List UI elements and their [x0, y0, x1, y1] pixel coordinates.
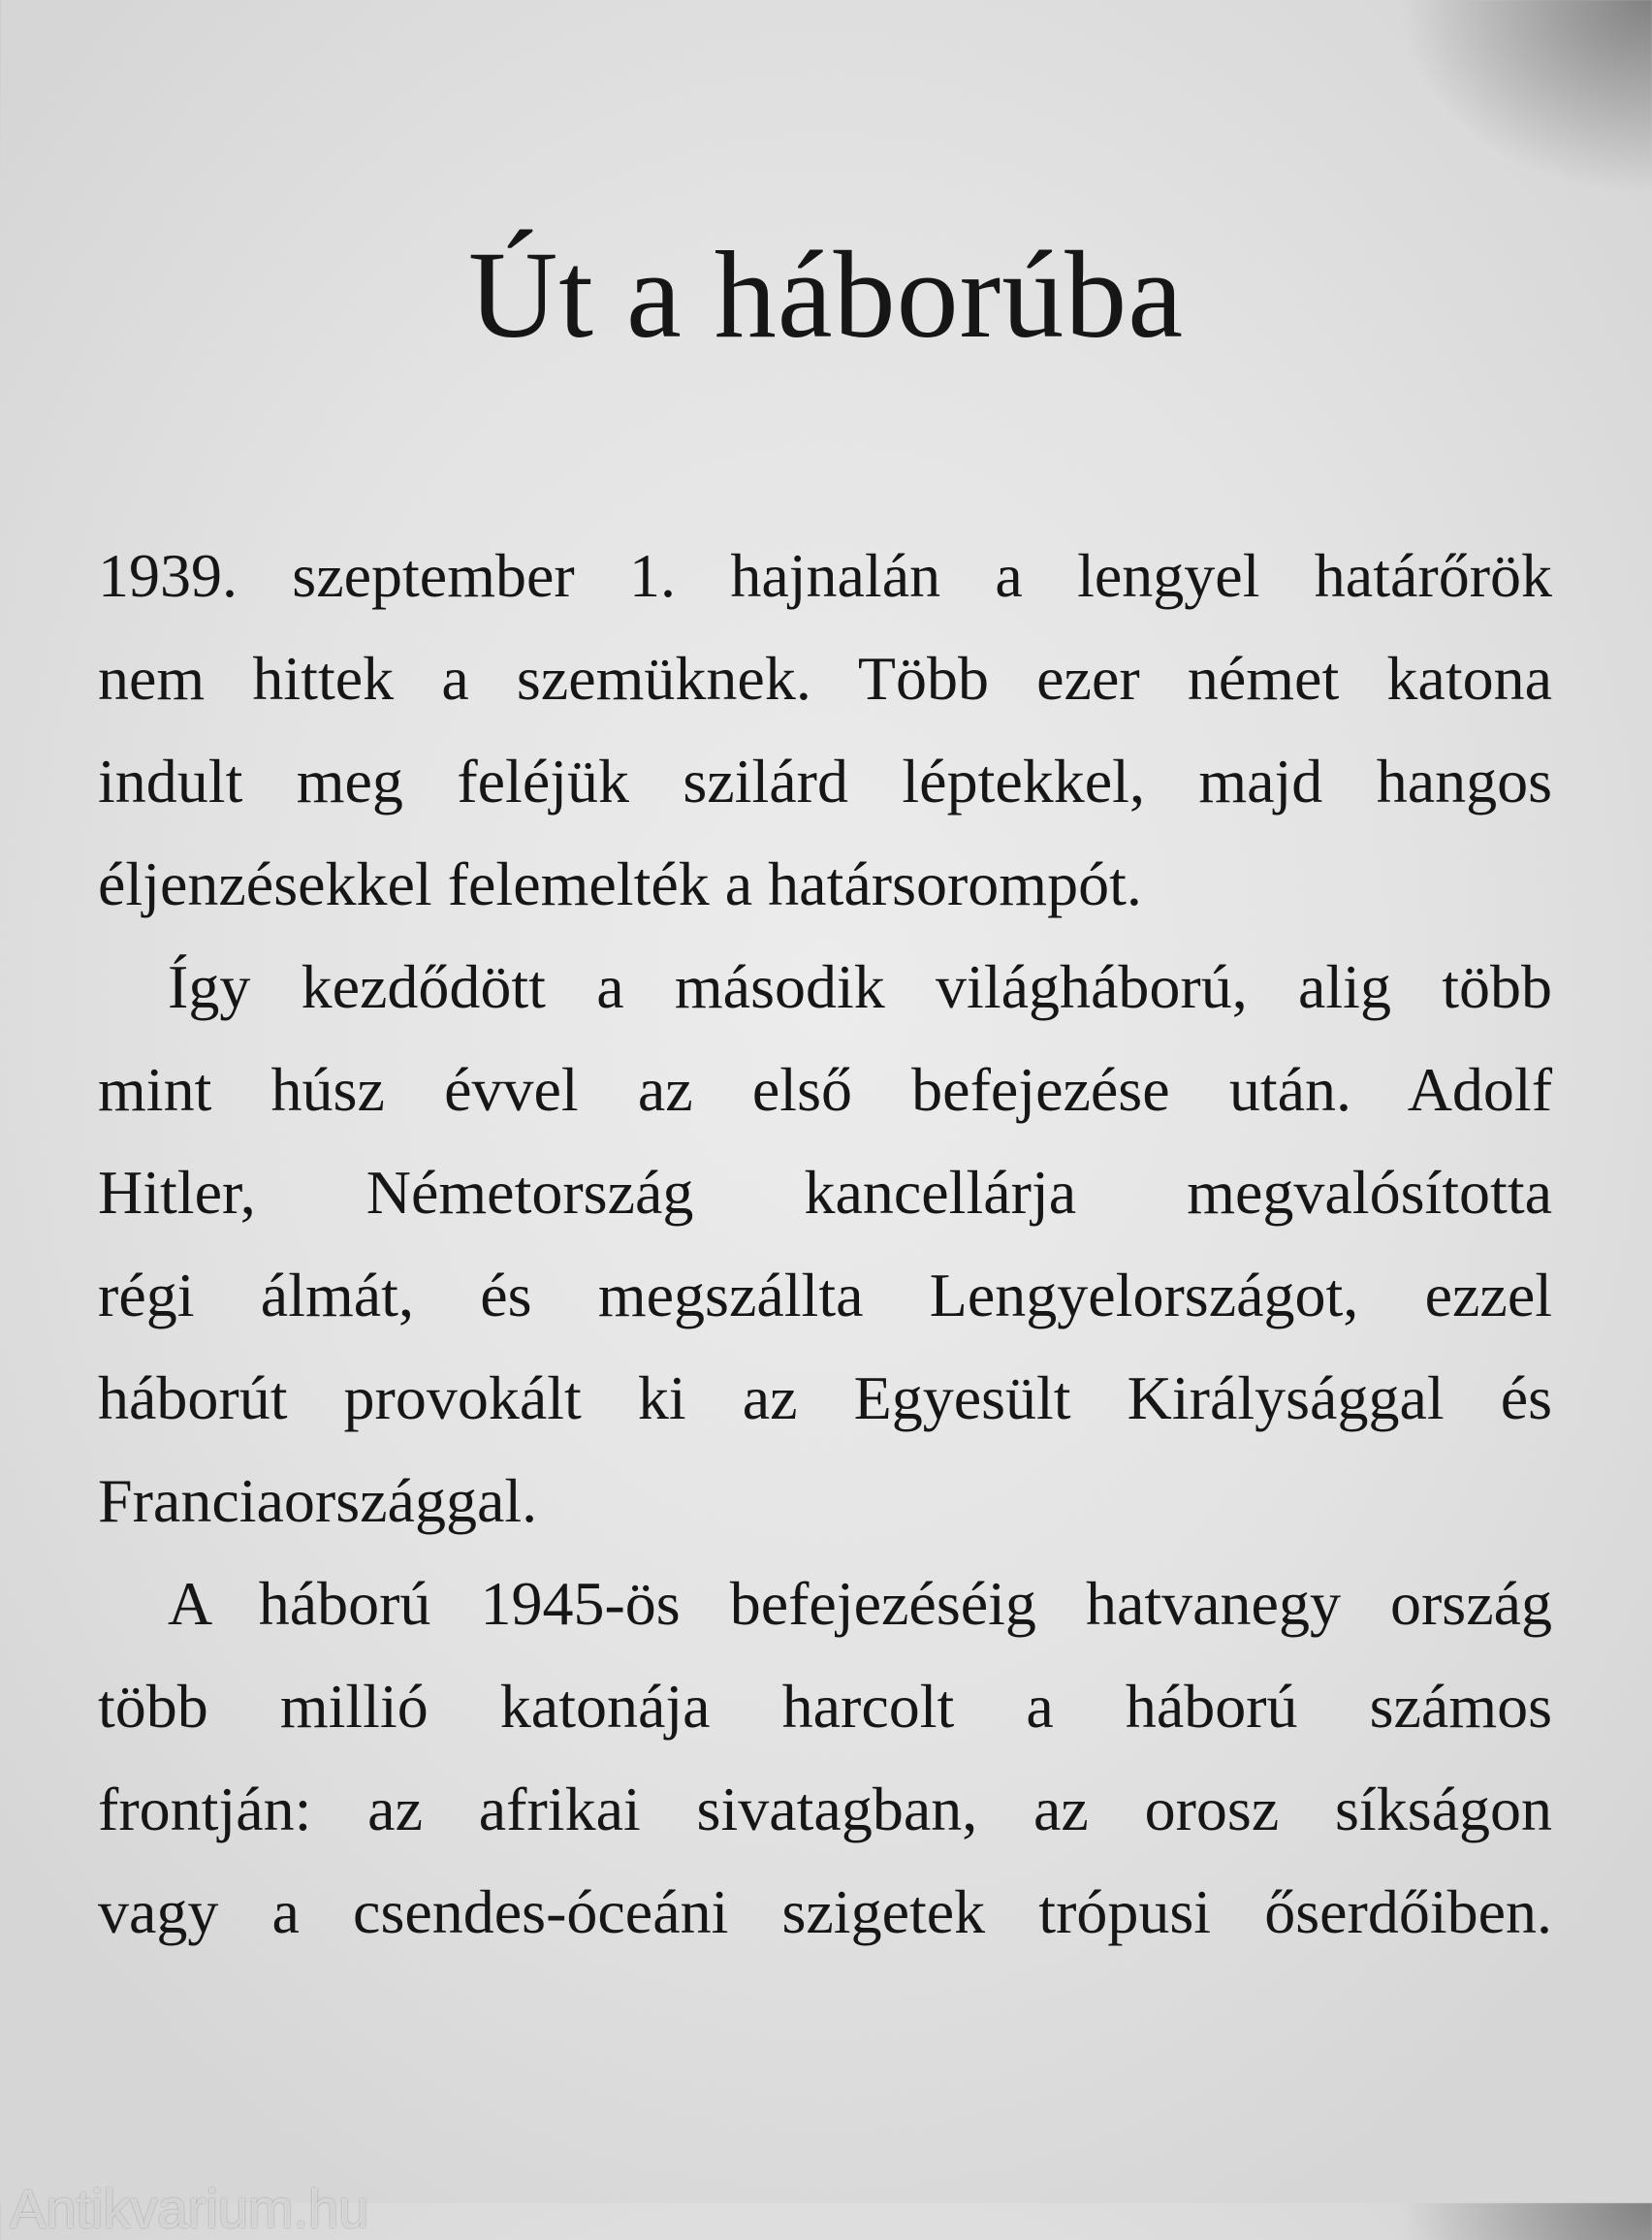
paragraph-1 [98, 525, 1552, 936]
text-line: nem hittek a szemüknek. Több ezer német katona [98, 644, 1552, 713]
watermark [10, 2178, 514, 2239]
text-line: 1939. szeptember 1. hajnalán a lengyel határőrök [98, 541, 1552, 610]
paragraph-2 [98, 936, 1552, 1552]
text-line: Franciaországgal. [98, 1466, 538, 1535]
text-line: háborút provokált ki az Egyesült Királysággal és [98, 1363, 1552, 1432]
text-line: régi álmát, és megszállta Lengyelországot, ezzel [98, 1261, 1552, 1329]
text-line: mint húsz évvel az első befejezése után. Adolf [98, 1055, 1552, 1124]
text-line: A háború 1945-ös befejezéséig hatvanegy ország [168, 1569, 1552, 1638]
text-line: Hitler, Németország kancellárja megvalósította [98, 1158, 1552, 1227]
page-title: Út a háborúba [467, 226, 1185, 364]
text-line: több millió katonája harcolt a háború számos [98, 1672, 1552, 1741]
text-line: frontján: az afrikai sivatagban, az orosz síkságon [98, 1775, 1552, 1843]
text-line: Így kezdődött a második világháború, alig több [168, 952, 1552, 1021]
text-line: indult meg feléjük szilárd léptekkel, majd hangos [98, 747, 1552, 816]
paragraph-3 [98, 1552, 1552, 1964]
text-line: vagy a csendes-óceáni szigetek trópusi őserdőiben. [98, 1877, 1552, 1946]
watermark-text: Antikvarium.hu [10, 2178, 369, 2239]
text-line: éljenzésekkel felemelték a határsorompót. [98, 849, 1142, 918]
body-text [98, 525, 1552, 1964]
